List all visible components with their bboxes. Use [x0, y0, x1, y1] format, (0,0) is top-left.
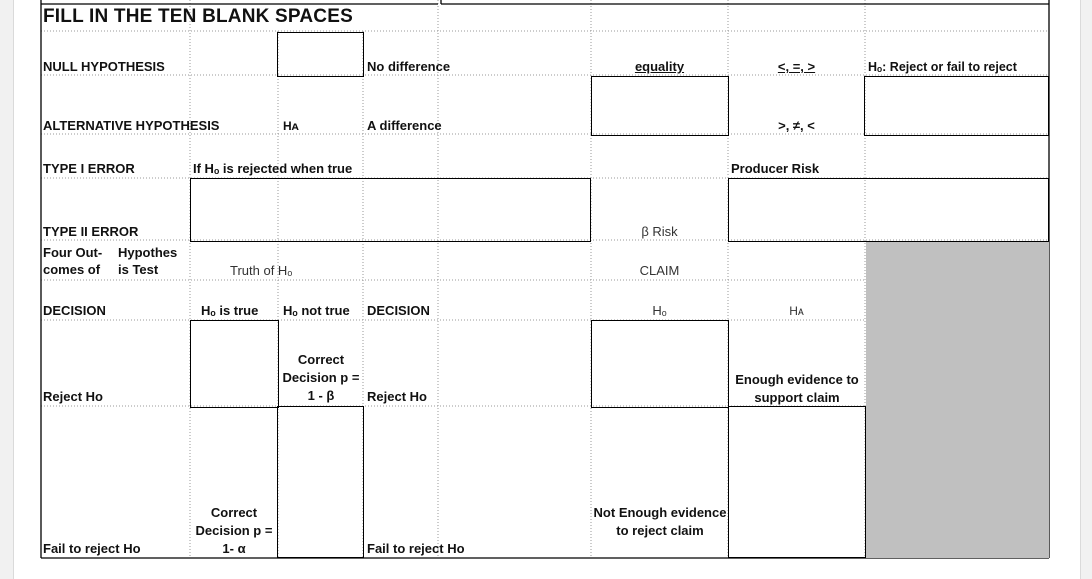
h0-true-header: Hₒ is true: [201, 303, 259, 318]
fail-to-reject-h0-label: Fail to reject Ho: [43, 541, 141, 556]
blank-box-7[interactable]: [591, 320, 729, 408]
null-hypothesis-symbol-word: equality: [634, 59, 685, 74]
blank-box-6[interactable]: [190, 320, 279, 408]
reject-h0-label: Reject Ho: [43, 389, 103, 404]
null-hypothesis-symbols: <, =, >: [777, 59, 816, 74]
correct-decision-power: Correct Decision p = 1 - β: [282, 352, 360, 403]
h0-not-true-header: Hₒ not true: [283, 303, 350, 318]
ha-claim-header: Hᴀ: [789, 304, 804, 318]
decision-label: DECISION: [43, 303, 106, 318]
type-two-error-risk: β Risk: [641, 224, 678, 239]
fail-to-reject-h0-label-2: Fail to reject Ho: [367, 541, 465, 556]
blank-box-8[interactable]: [277, 406, 364, 558]
type-one-error-risk: Producer Risk: [731, 161, 820, 176]
type-one-error-label: TYPE I ERROR: [43, 161, 135, 176]
outcomes-label-line3: Hypothes: [118, 245, 178, 260]
alt-hypothesis-symbol: Hᴀ: [283, 119, 299, 133]
blank-box-5[interactable]: [728, 178, 1049, 242]
outcomes-label-line1: Four Out-: [43, 245, 103, 260]
blank-box-9[interactable]: [728, 406, 866, 558]
outcomes-label-line4: is Test: [118, 262, 159, 277]
alt-hypothesis-label: ALTERNATIVE HYPOTHESIS: [43, 118, 220, 133]
outcomes-label-line2: comes of: [43, 262, 101, 277]
type-two-error-label: TYPE II ERROR: [43, 224, 139, 239]
alt-hypothesis-symbols: >, ≠, <: [778, 118, 815, 133]
shaded-region: [866, 241, 1049, 558]
correct-decision-confidence: Correct Decision p = 1- α: [195, 505, 273, 556]
not-enough-evidence-text: Not Enough evidence to reject claim: [593, 505, 727, 538]
page-title: FILL IN THE TEN BLANK SPACES: [43, 6, 353, 27]
reject-h0-label-2: Reject Ho: [367, 389, 427, 404]
h0-claim-header: Hₒ: [652, 303, 667, 318]
claim-label: CLAIM: [639, 263, 680, 278]
truth-of-h0-label: Truth of Hₒ: [230, 263, 293, 278]
enough-evidence-text: Enough evidence to support claim: [735, 372, 859, 405]
blank-box-2[interactable]: [591, 76, 729, 136]
decision-label-2: DECISION: [367, 303, 430, 318]
null-hypothesis-result: Hₒ: Reject or fail to reject: [868, 60, 1017, 74]
null-hypothesis-label: NULL HYPOTHESIS: [43, 59, 165, 74]
alt-hypothesis-desc: A difference: [367, 118, 442, 133]
blank-box-3[interactable]: [864, 76, 1049, 136]
type-one-error-desc: If Hₒ is rejected when true: [193, 161, 353, 176]
null-hypothesis-desc: No difference: [367, 59, 451, 74]
blank-box-1[interactable]: [277, 32, 364, 77]
blank-box-4[interactable]: [190, 178, 591, 242]
